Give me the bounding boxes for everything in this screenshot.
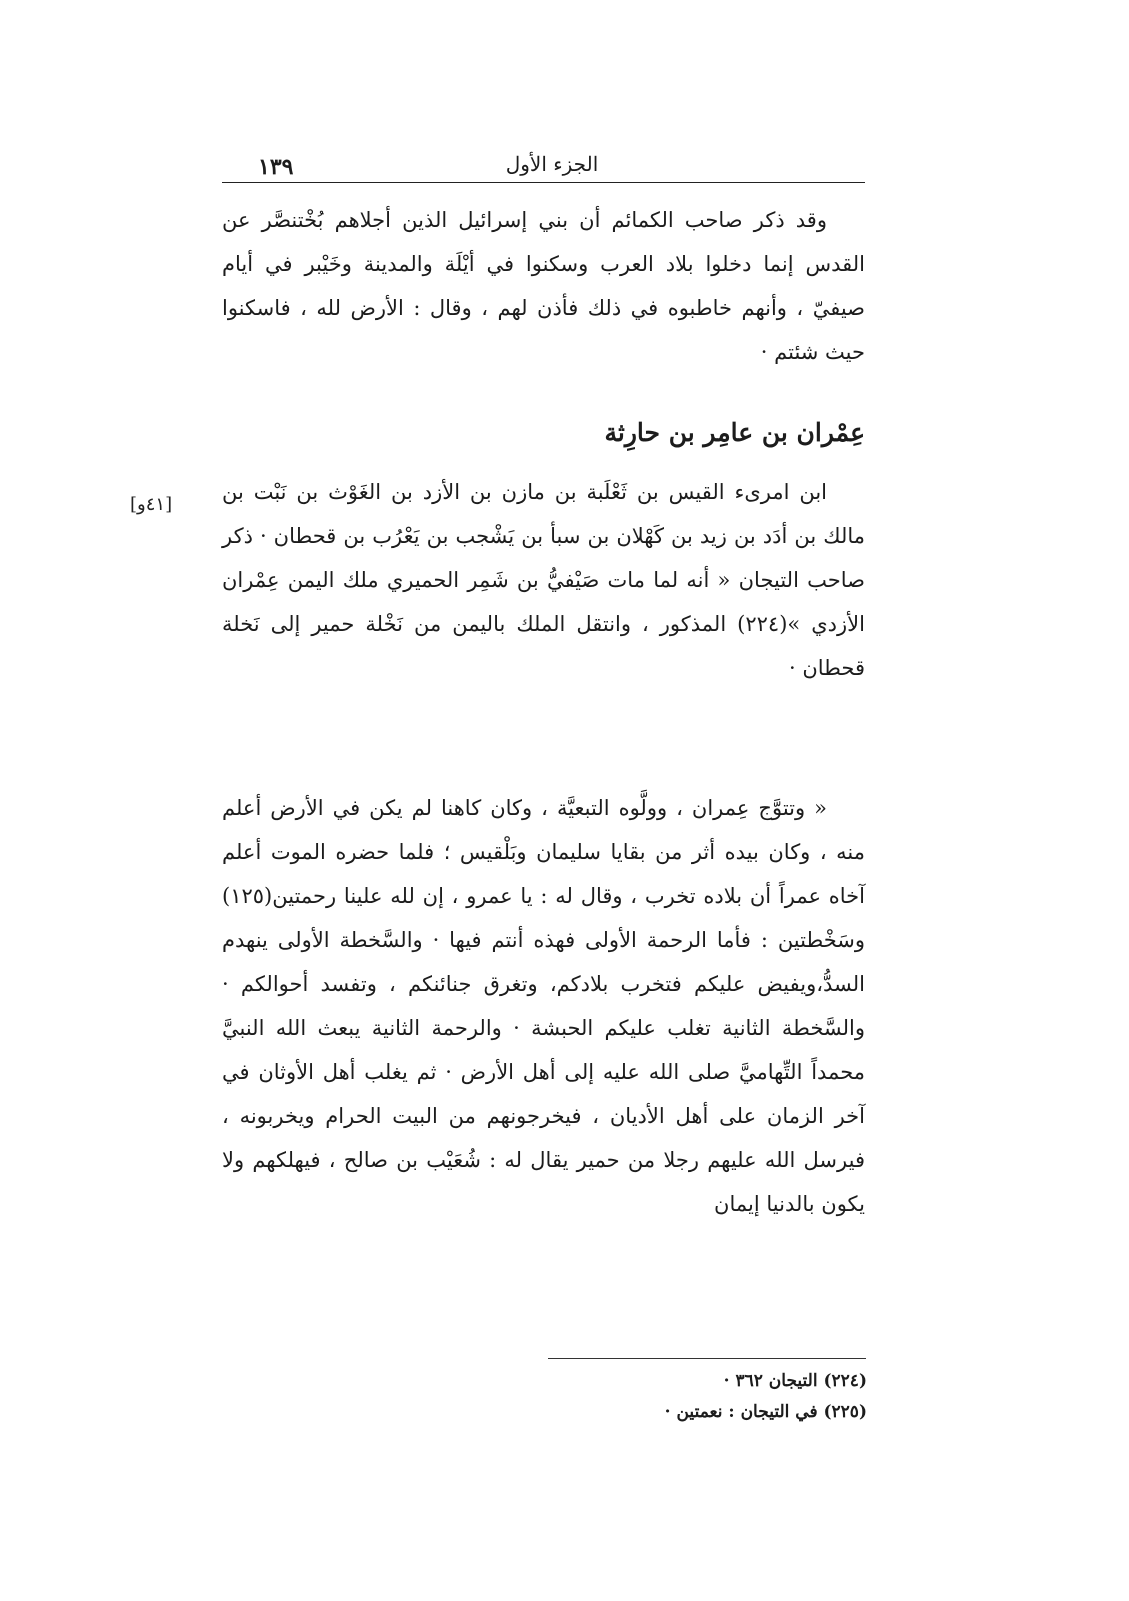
page-number: ١٣٩ bbox=[258, 154, 294, 180]
header-rule bbox=[222, 182, 865, 183]
section-paragraph bbox=[222, 470, 865, 690]
quoted-paragraph bbox=[222, 786, 865, 1226]
paragraph: وقد ذكر صاحب الكمائم أن بني إسرائيل الذين أجلاهم بُخْتنصَّر عن القدس إنما دخلوا بلاد العرب وسكنوا في أيْلَة والمدينة وخَيْبر في أيام صيفيّ ، وأنهم خاطبوه في ذلك فأذن لهم ، وقال : الأرض لله ، فاسكنوا حيث شئتم · bbox=[222, 208, 865, 364]
footnote: (٢٢٥) في التيجان : نعمتين · bbox=[664, 1402, 867, 1422]
page-content bbox=[222, 150, 865, 1450]
paragraph: « وتتوَّج عِمران ، وولَّوه التبعيَّة ، وكان كاهنا لم يكن في الأرض أعلم منه ، وكان بيده أثر من بقايا سليمان وبَلْقيس ؛ فلما حضره الموت أعلم آخاه عمراً أن بلاده تخرب ، وقال له : يا عمرو ، إن لله علينا رحمتين(١٢٥) وسَخْطتين : فأما الرحمة الأولى فهذه أنتم فيها · والسَّخطة الأولى ينهدم السدُّ،ويفيض عليكم فتخرب بلادكم، وتغرق جنائنكم ، وتفسد أحوالكم · والسَّخطة الثانية تغلب عليكم الحبشة · والرحمة الثانية يبعث الله النبيَّ محمداً التِّهاميَّ صلى الله عليه إلى أهل الأرض · ثم يغلب أهل الأوثان في آخر الزمان على أهل الأديان ، فيخرجونهم من البيت الحرام ويخربونه ، فيرسل الله عليهم رجلا من حمير يقال له : شُعَيْب بن صالح ، فيهلكهم ولا يكون بالدنيا إيمان bbox=[222, 796, 865, 1216]
margin-folio-note: [٤١و] bbox=[130, 494, 173, 515]
footnotes bbox=[522, 1366, 867, 1428]
running-title: الجزء الأول bbox=[505, 152, 599, 176]
page-header bbox=[222, 150, 865, 186]
section-heading: عِمْران بن عامِر بن حارِثة bbox=[604, 418, 865, 447]
opening-paragraph bbox=[222, 198, 865, 374]
paragraph: ابن امرىء القيس بن ثَعْلَبة بن مازن بن الأزد بن الغَوْث بن نَبْت بن مالك بن أدَد بن زيد بن كَهْلان بن سبأ بن يَشْجب بن يَعْرُب بن قحطان · ذكر صاحب التيجان « أنه لما مات صَيْفيُّ بن شَمِر الحميري ملك اليمن عِمْران الأزدي »(٢٢٤) المذكور ، وانتقل الملك باليمن من نَخْلة حمير إلى نَخلة قحطان · bbox=[222, 480, 865, 680]
footnote-rule bbox=[548, 1358, 866, 1359]
footnote: (٢٢٤) التيجان ٣٦٢ · bbox=[723, 1371, 867, 1391]
